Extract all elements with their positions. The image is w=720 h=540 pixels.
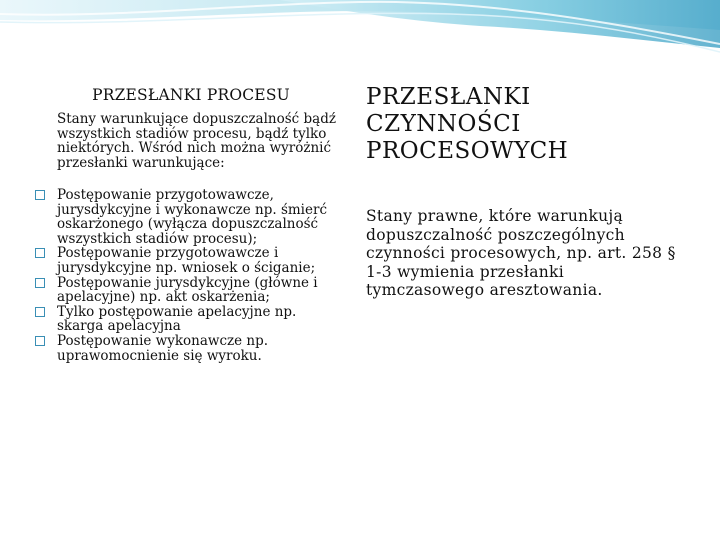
list-item-text: Postępowanie przygotowawcze i jurysdykcyjne np. wniosek o ściganie;: [57, 245, 316, 276]
list-item-text: Postępowanie jurysdykcyjne (główne i apelacyjne) np. akt oskarżenia;: [57, 274, 318, 306]
wave-banner: [0, 0, 720, 60]
list-item-text: Postępowanie przygotowawcze, jurysdykcyjne i wykonawcze np. śmierć oskarżonego (wyłącza dopuszczalność wszystkich stadiów procesu);: [57, 187, 328, 247]
left-column: [35, 86, 345, 363]
right-heading: PRZESŁANKI CZYNNOŚCI PROCESOWYCH: [366, 84, 569, 164]
left-heading: PRZESŁANKI PROCESU: [92, 86, 290, 104]
list-item: [35, 276, 345, 305]
list-item-text: Postępowanie wykonawcze np. uprawomocnienie się wyroku.: [57, 332, 269, 364]
list-item-text: Tylko postępowanie apelacyjne np. skarga apelacyjna: [57, 303, 297, 335]
square-bullet-icon: [35, 278, 45, 288]
list-item: [35, 246, 345, 275]
list-item: [35, 334, 345, 363]
right-column: [366, 84, 686, 300]
square-bullet-icon: [35, 248, 45, 258]
bullet-list: [35, 188, 345, 363]
list-item: [35, 305, 345, 334]
right-body-text: Stany prawne, które warunkują dopuszczalność poszczególnych czynności procesowych, np. art. 258 § 1-3 wymienia przesłanki tymczasowego aresztowania.: [366, 207, 676, 299]
left-intro-text: Stany warunkujące dopuszczalność bądź wszystkich stadiów procesu, bądź tylko niektórych. Wśród nich można wyróżnić przesłanki warunkujące:: [57, 111, 336, 171]
square-bullet-icon: [35, 190, 45, 200]
list-item: [35, 188, 345, 246]
square-bullet-icon: [35, 336, 45, 346]
square-bullet-icon: [35, 307, 45, 317]
